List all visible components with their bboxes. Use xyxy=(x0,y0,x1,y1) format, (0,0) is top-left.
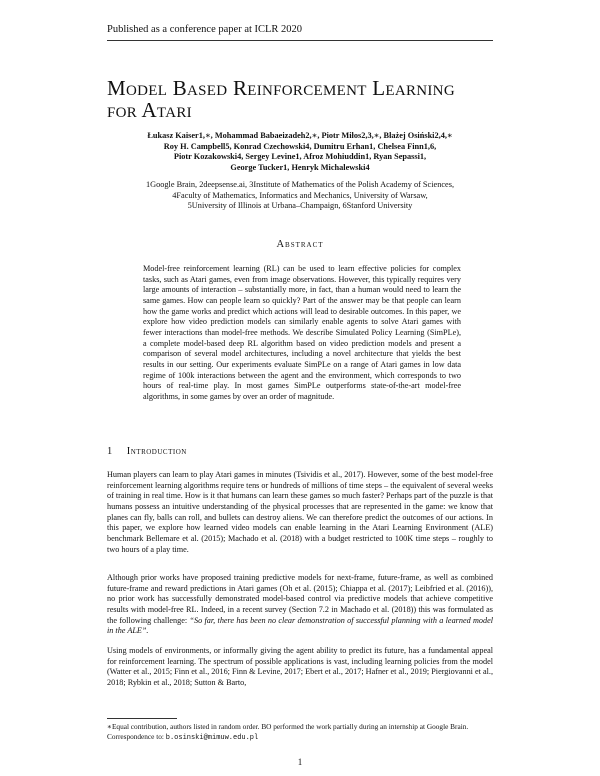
author-line-1: Łukasz Kaiser1,∗, Mohammad Babaeizadeh2,∗, Piotr Miłos2,3,∗, Błażej Osiński2,4,∗ xyxy=(147,131,453,140)
author-line-4: George Tucker1, Henryk Michalewski4 xyxy=(230,162,370,172)
author-line-2: Roy H. Campbell5, Konrad Czechowski4, Dumitru Erhan1, Chelsea Finn1,6, xyxy=(163,141,437,151)
title-line-2: for Atari xyxy=(107,98,192,122)
footnote-email-link[interactable]: b.osinski@mimuw.edu.pl xyxy=(165,733,259,742)
section-title: Introduction xyxy=(126,446,187,457)
page-number: 1 xyxy=(297,757,303,767)
title-line-1: Model Based Reinforcement Learning xyxy=(107,76,455,100)
affiliation-line-1: 1Google Brain, 2deepsense.ai, 3Institute of Mathematics of the Polish Academy of Sciences, xyxy=(145,180,455,189)
affiliation-line-3: 5University of Illinois at Urbana–Champaign, 6Stanford University xyxy=(187,201,413,211)
intro-paragraph-1: Human players can learn to play Atari games in minutes (Tsividis et al., 2017). However, some of the best model-free reinforcement learning algorithms require tens or hundreds of millions of time steps – the equivalent of several weeks of training in real time. How is it that humans can learn these games so much faster? Perhaps part of the puzzle is that humans possess an intuitive understanding of the physical processes that are represented in the game: we know that planes can fly, balls can roll, and bullets can destroy aliens. We can therefore predict the outcomes of our actions. In this paper, we explore how learned video models can enable learning in the Atari Learning Environment (ALE) benchmark Bellemare et al. (2015); Machado et al. (2018) with a budget restricted to 100K time steps – roughly to two hours of a play time. xyxy=(107,470,493,554)
section-heading-introduction xyxy=(107,446,187,457)
header-rule xyxy=(107,40,493,41)
affiliation-line-2: 4Faculty of Mathematics, Informatics and Mechanics, University of Warsaw, xyxy=(172,190,428,200)
footnote-rule xyxy=(107,718,177,719)
footnote xyxy=(107,722,493,743)
abstract-text: Model-free reinforcement learning (RL) can be used to learn effective policies for complex tasks, such as Atari games, even from image observations. However, this typically requires very large amounts of interaction – substantially more, in fact, than a human would need to learn the same games. How can people learn so quickly? Part of the answer may be that people can learn how the game works and predict which actions will lead to desirable outcomes. In this paper, we explore how video prediction models can similarly enable agents to solve Atari games with fewer interactions than model-free methods. We describe Simulated Policy Learning (SimPLe), a complete model-based deep RL algorithm based on video prediction models and present a comparison of several model architectures, including a novel architecture that yields the best results in our setting. Our experiments evaluate SimPLe on a range of Atari games in low data regime of 100k interactions between the agent and the environment, which corresponds to two hours of real-time play. In most games SimPLe outperforms state-of-the-art model-free algorithms, in some games by over an order of magnitude. xyxy=(143,264,461,401)
footnote-text: ∗Equal contribution, authors listed in random order. BO performed the work partially during an internship at Google Brain. Correspondence to: xyxy=(107,722,469,741)
paper-title xyxy=(107,77,455,121)
author-list xyxy=(107,131,493,173)
running-header: Published as a conference paper at ICLR 2020 xyxy=(107,24,303,35)
intro-paragraph-2-quote: “So far, there has been no clear demonstration of successful planning with a learned model in the ALE”. xyxy=(107,615,494,636)
abstract-heading: Abstract xyxy=(276,239,324,250)
intro-paragraph-3: Using models of environments, or informally giving the agent ability to predict its future, has a fundamental appeal for reinforcement learning. The spectrum of possible applications is vast, including learning policies from the model (Watter et al., 2015; Finn et al., 2016; Finn & Levine, 2017; Ebert et al., 2017; Hafner et al., 2019; Piergiovanni et al., 2018; Rybkin et al., 2018; Sutton & Barto, xyxy=(107,646,493,687)
author-line-3: Piotr Kozakowski4, Sergey Levine1, Afroz Mohiuddin1, Ryan Sepassi1, xyxy=(173,152,427,162)
intro-paragraph-2-text: Although prior works have proposed training predictive models for next-frame, future-frame, as well as combined future-frame and reward predictions in Atari games (Oh et al. (2015); Chiappa et al. (2017); Leibfried et al. (2016)), no prior work has successfully demonstrated model-based control via predictive models that achieve competitive results with model-free RL. Indeed, in a recent survey (Section 7.2 in Machado et al. (2018)) this was formulated as the following challenge: xyxy=(107,573,493,625)
intro-paragraph-2 xyxy=(107,573,493,637)
section-number: 1 xyxy=(107,446,113,457)
affiliations xyxy=(107,180,493,212)
